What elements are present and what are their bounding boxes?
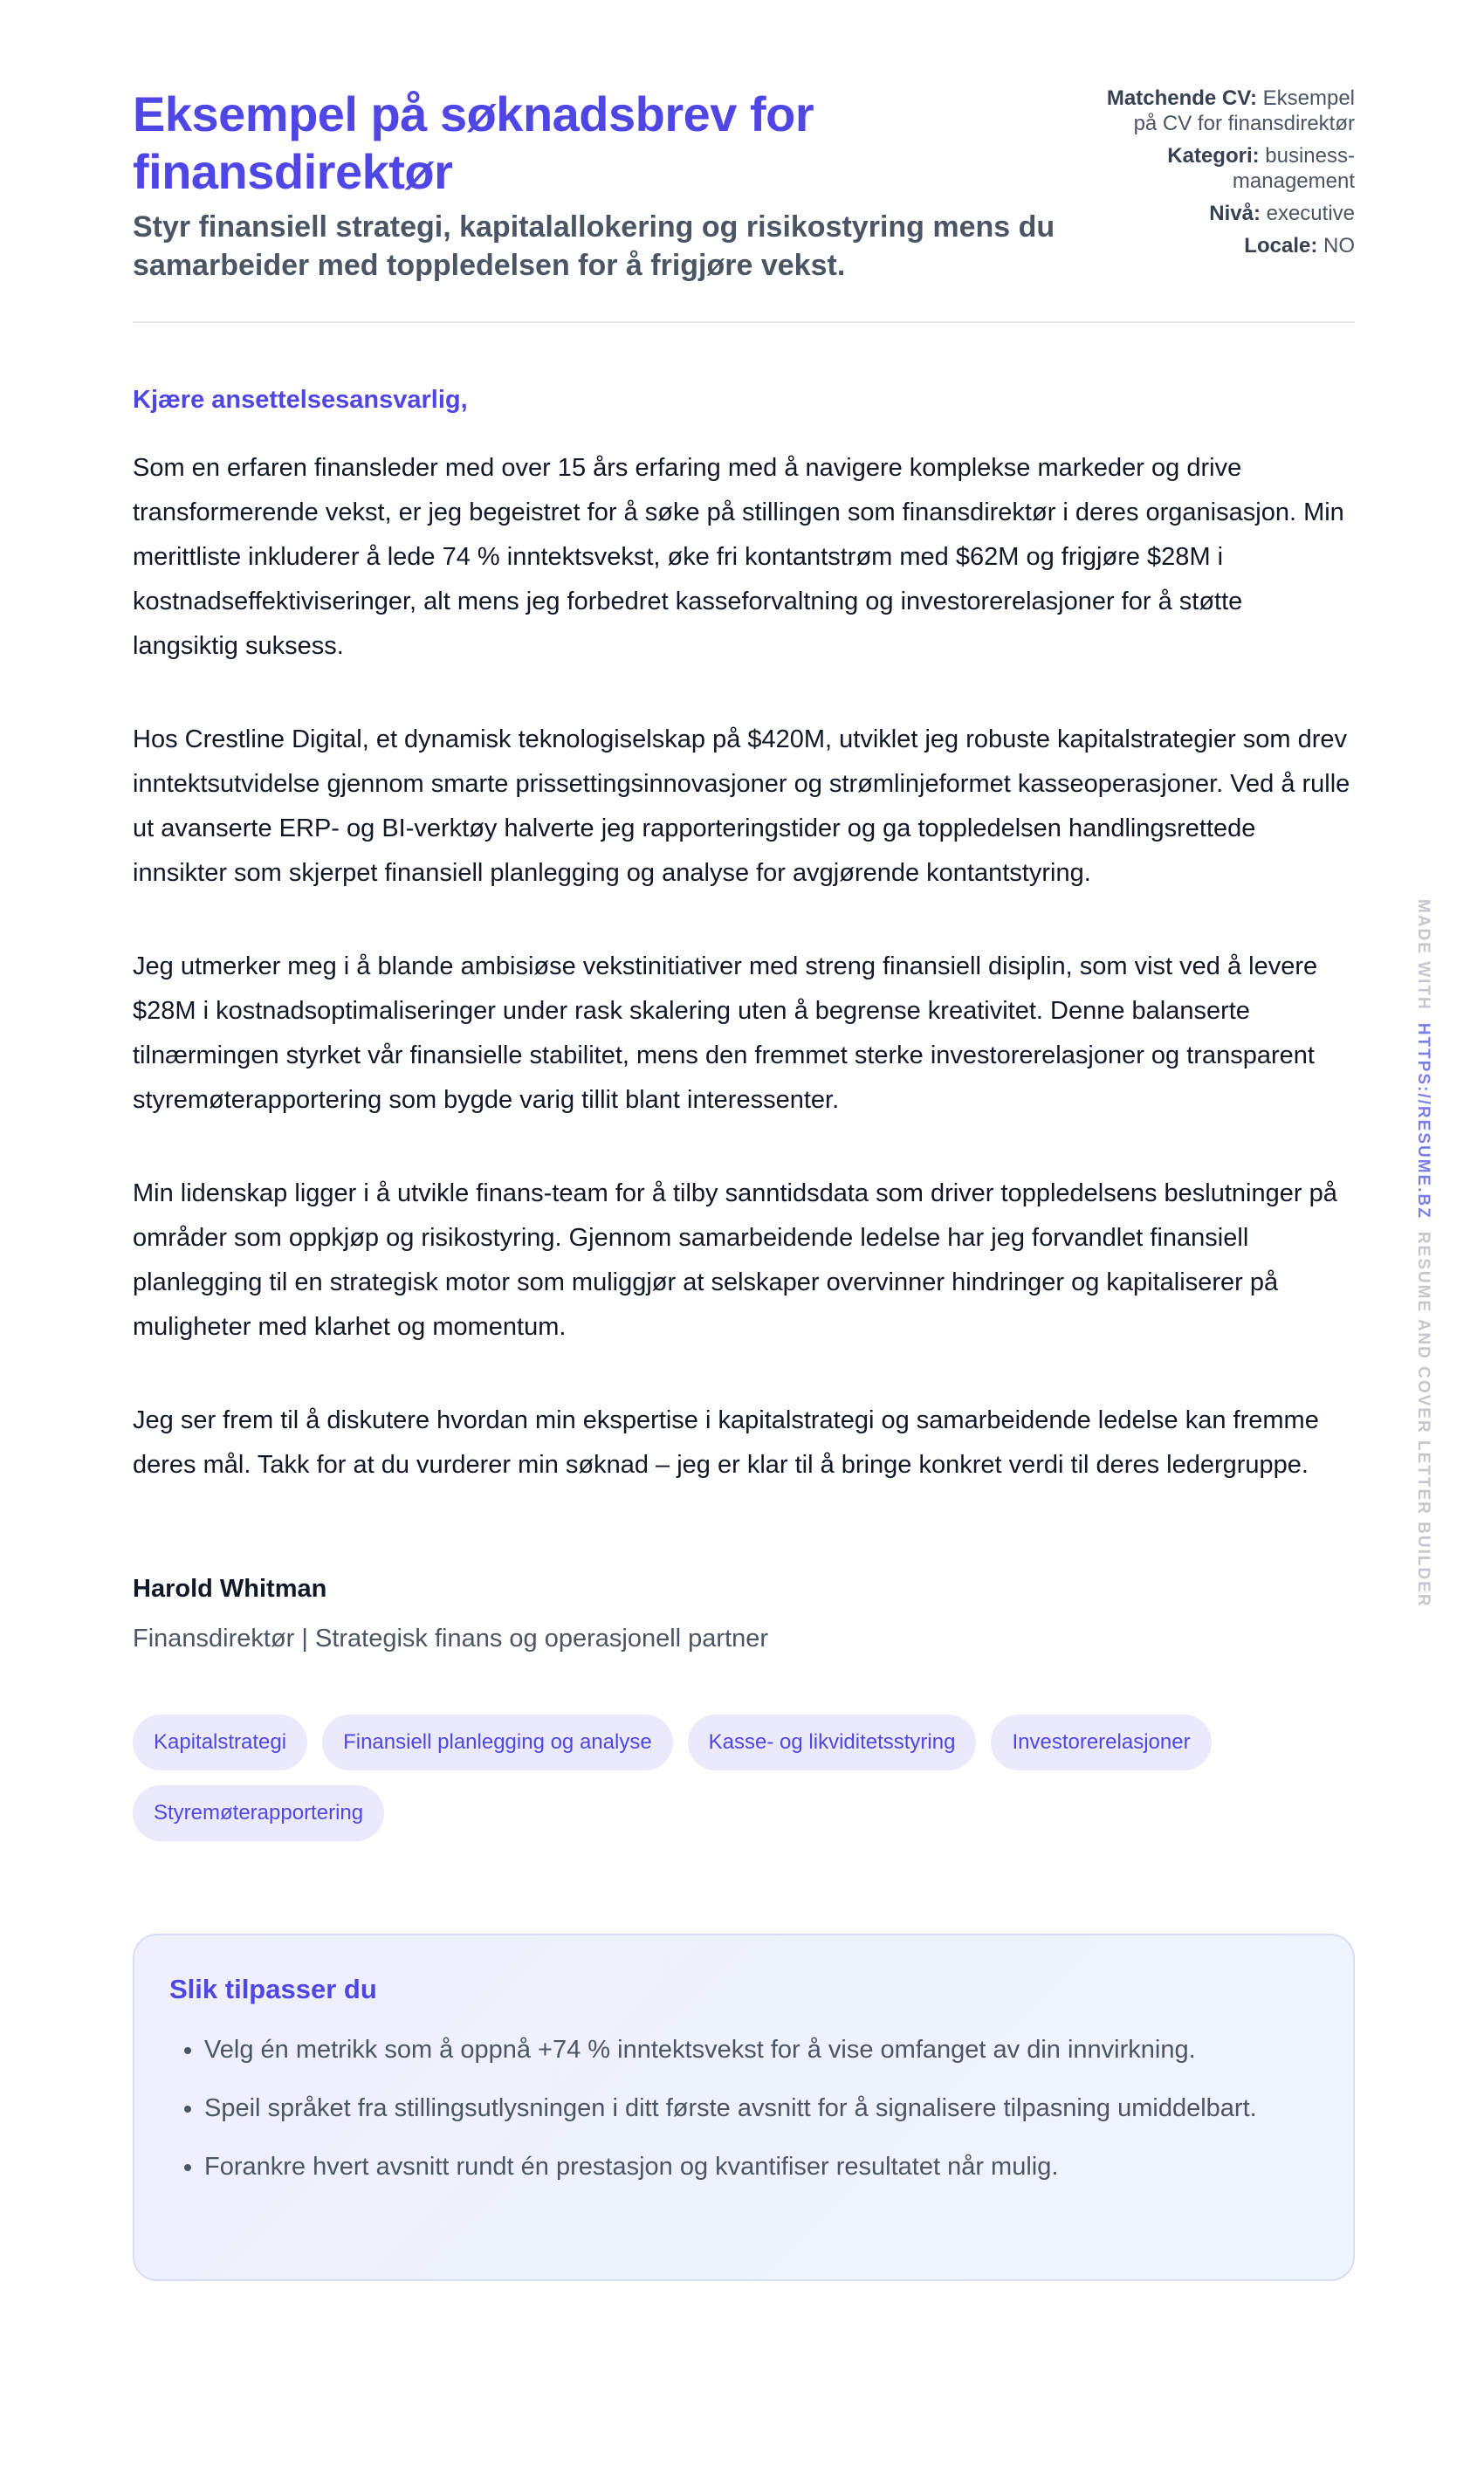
- meta-info: [1093, 86, 1355, 321]
- signature-name: Harold Whitman: [133, 1575, 327, 1603]
- tip-item: • Speil språket fra stillingsutlysningen i ditt første avsnitt for å signalisere tilpasning umiddelbart.: [204, 2086, 1318, 2131]
- tips-title: Slik tilpasser du: [169, 1974, 377, 2004]
- skill-tag: Kapitalstrategi: [133, 1715, 307, 1770]
- tips-box: [133, 1934, 1355, 2281]
- signature-role: Finansdirektør | Strategisk finans og operasjonell partner: [133, 1625, 769, 1653]
- meta-category: [1093, 143, 1355, 194]
- meta-value: executive: [1266, 202, 1355, 225]
- page-header: [133, 0, 1355, 323]
- meta-value: business-management: [1232, 144, 1355, 193]
- page-title: Eksempel på søknadsbrev for finansdirektør: [133, 86, 814, 199]
- meta-label: Locale:: [1244, 234, 1318, 258]
- cover-letter-page: [133, 0, 1355, 2281]
- watermark-suffix: RESUME AND COVER LETTER BUILDER: [1414, 1231, 1432, 1608]
- letter-paragraph: Jeg utmerker meg i å blande ambisiøse vekstinitiativer med streng finansiell disiplin, som vist ved å levere $28M i kostnadsoptimaliseringer under rask skalering uten å begrense kreativitet. Denne balanserte tilnærmingen styrket vår finansielle stabilitet, mens den fremmet sterke investorerelasjoner og transparent styremøterapportering som bygde varig tillit blant interessenter.: [133, 952, 1318, 1114]
- meta-locale: [1093, 233, 1355, 258]
- skill-tag: Investorerelasjoner: [991, 1715, 1211, 1770]
- meta-value: Eksempel på CV for finansdirektør: [1133, 86, 1355, 135]
- salutation: Kjære ansettelsesansvarlig,: [133, 386, 468, 414]
- letter-paragraph: Min lidenskap ligger i å utvikle finans-team for å tilby sanntidsdata som driver toppledelsens beslutninger på områder som oppkjøp og risikostyring. Gjennom samarbeidende ledelse har jeg forvandlet finansiell planlegging til en strategisk motor som muliggjør at selskaper overvinner hindringer og kapitaliserer på muligheter med klarhet og momentum.: [133, 1179, 1337, 1341]
- meta-matching-cv: [1093, 86, 1355, 136]
- skill-tags: [133, 1715, 1355, 1841]
- skill-tag: Finansiell planlegging og analyse: [322, 1715, 673, 1770]
- letter-paragraph: Hos Crestline Digital, et dynamisk teknologiselskap på $420M, utviklet jeg robuste kapitalstrategier som drev inntektsutvidelse gjennom smarte prissettingsinnovasjoner og strømlinjeformet kasseoperasjoner. Ved å rulle ut avanserte ERP- og BI-verktøy halverte jeg rapporteringstider og ga toppledelsen handlingsrettede innsikter som skjerpet finansiell planlegging og analyse for avgjørende kontantstyring.: [133, 725, 1350, 887]
- meta-level: [1093, 201, 1355, 226]
- meta-label: Kategori:: [1167, 144, 1260, 168]
- tip-item: • Velg én metrikk som å oppnå +74 % inntektsvekst for å vise omfanget av din innvirkning.: [204, 2028, 1318, 2072]
- meta-value: NO: [1323, 234, 1355, 258]
- meta-label: Nivå:: [1209, 202, 1261, 225]
- tips-list: [169, 2028, 1318, 2189]
- signature: [133, 1575, 1355, 1653]
- letter-body: [133, 446, 1355, 1488]
- letter-paragraph: Jeg ser frem til å diskutere hvordan min ekspertise i kapitalstrategi og samarbeidende ledelse kan fremme deres mål. Takk for at du vurderer min søknad – jeg er klar til å bringe konkret verdi til deres ledergruppe.: [133, 1406, 1319, 1479]
- page-subtitle: Styr finansiell strategi, kapitalallokering og risikostyring mens du samarbeider med toppledelsen for å frigjøre vekst.: [133, 210, 1055, 282]
- skill-tag: Styremøterapportering: [133, 1785, 384, 1841]
- watermark-prefix: MADE WITH: [1414, 899, 1432, 1011]
- watermark-link[interactable]: HTTPS://RESUME.BZ: [1414, 1022, 1432, 1220]
- tip-item: • Forankre hvert avsnitt rundt én prestasjon og kvantifiser resultatet når mulig.: [204, 2145, 1318, 2189]
- letter-paragraph: Som en erfaren finansleder med over 15 års erfaring med å navigere komplekse markeder og drive transformerende vekst, er jeg begeistret for å søke på stillingen som finansdirektør i deres organisasjon. Min merittliste inkluderer å lede 74 % inntektsvekst, øke fri kontantstrøm med $62M og frigjøre $28M i kostnadseffektiviseringer, alt mens jeg forbedret kasseforvaltning og investorerelasjoner for å støtte langsiktig suksess.: [133, 454, 1344, 660]
- skill-tag: Kasse- og likviditetsstyring: [688, 1715, 977, 1770]
- meta-label: Matchende CV:: [1106, 86, 1257, 110]
- watermark: [1413, 899, 1432, 1608]
